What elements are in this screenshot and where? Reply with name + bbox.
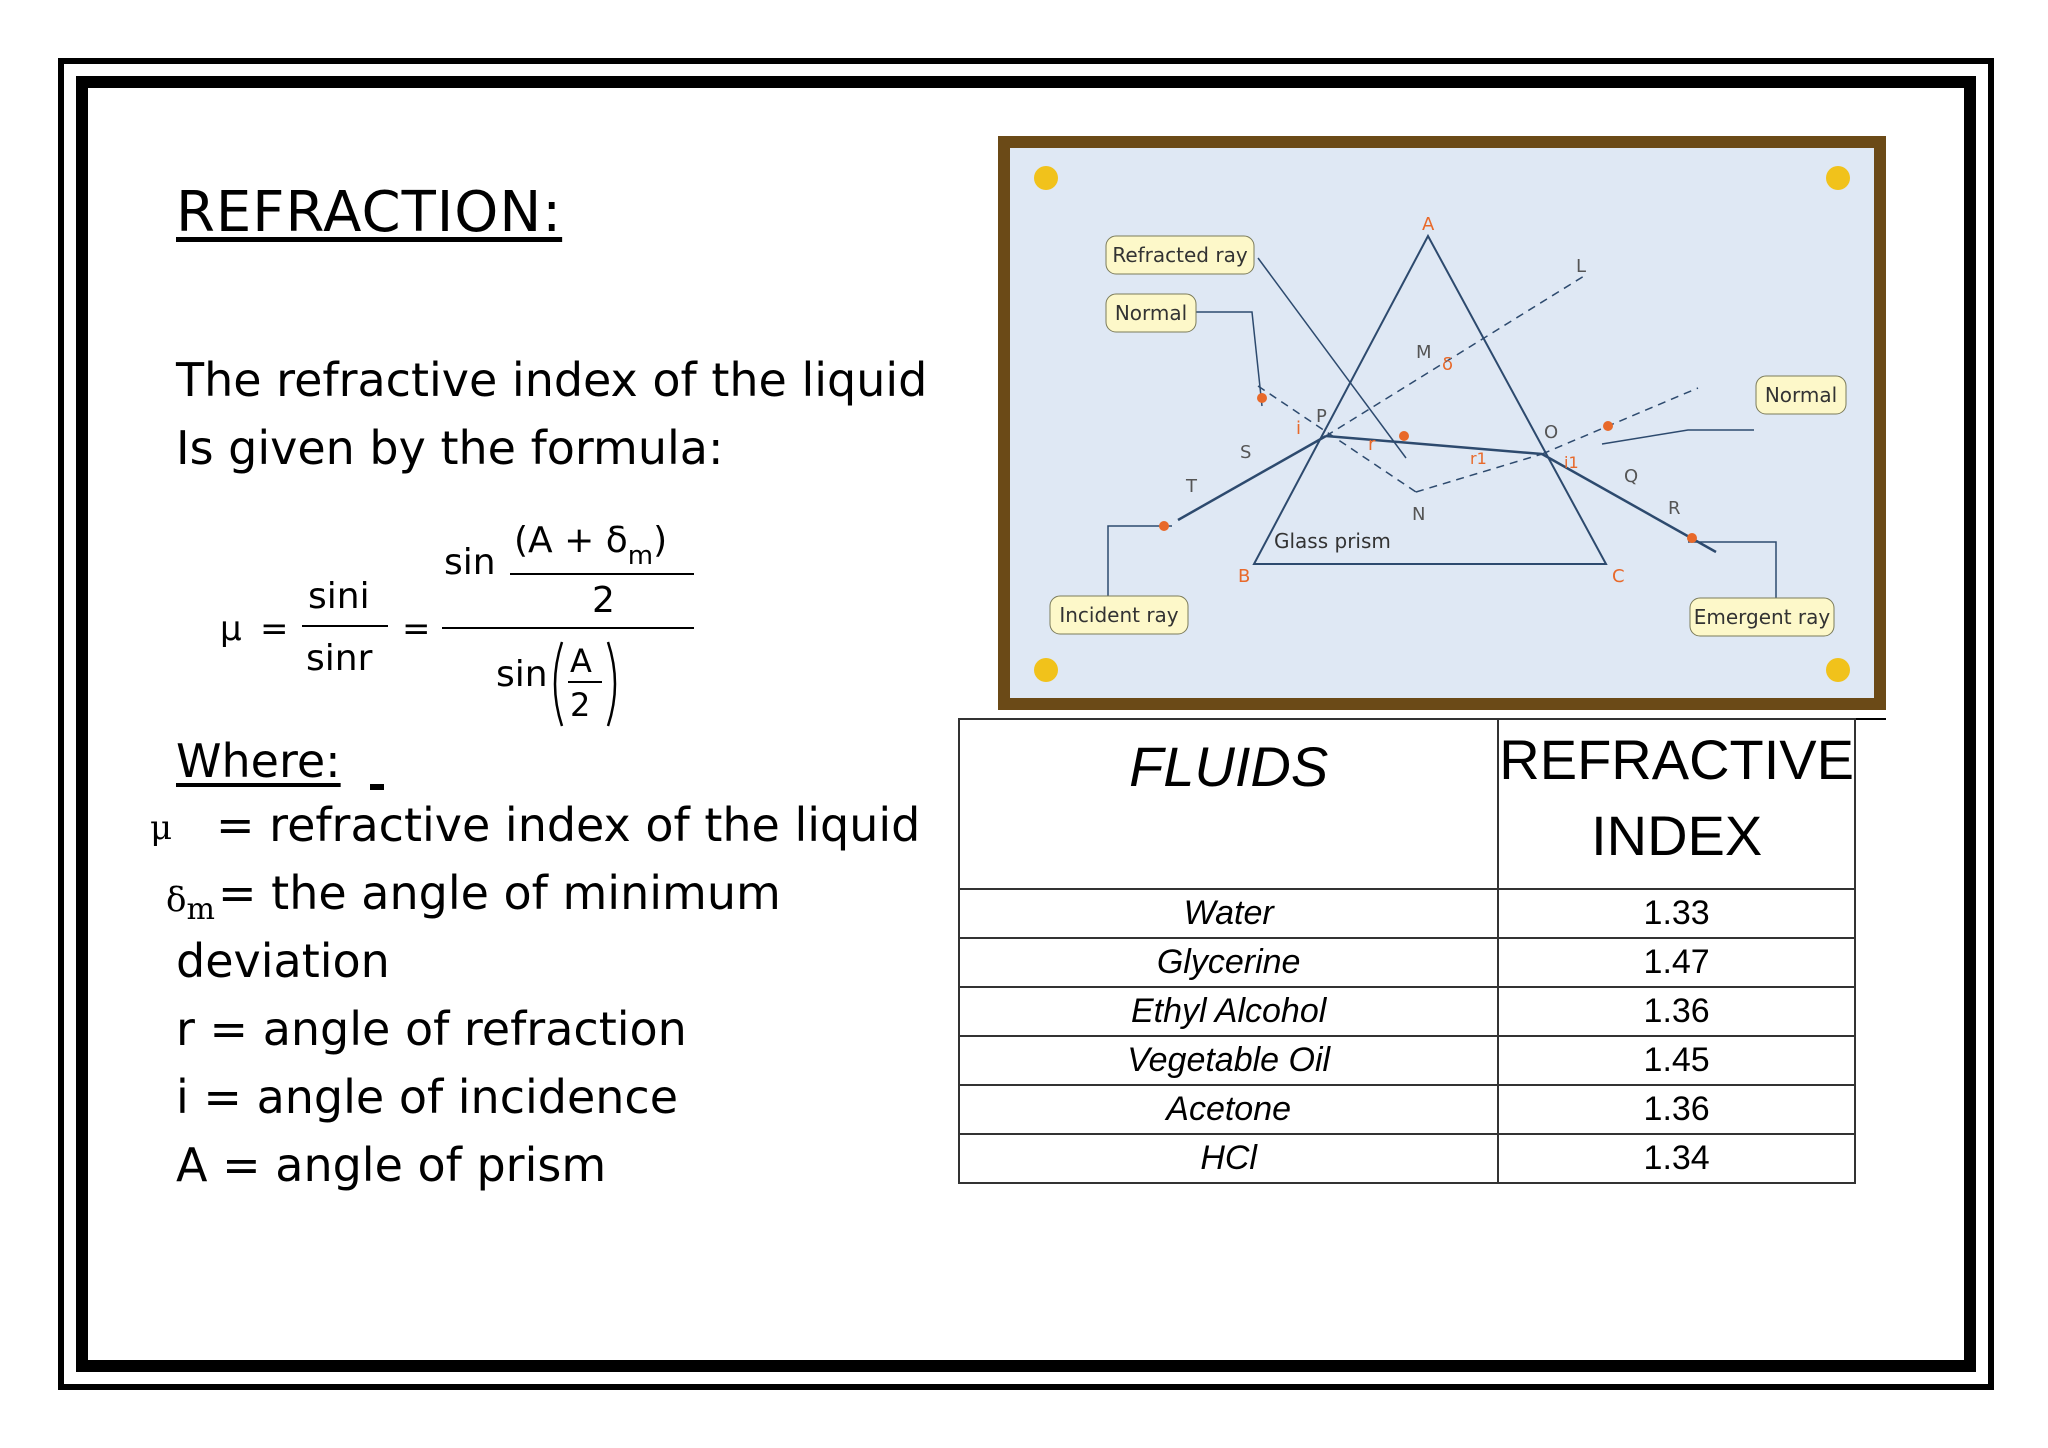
refractive-index-formula [210,510,710,740]
index-cell: 1.33 [1498,889,1855,938]
formula-two-top: 2 [592,580,615,621]
label-emergent-ray: Emergent ray [1693,605,1831,629]
formula-mu: μ [220,609,242,649]
table-header-row [959,719,1855,889]
label-glass-prism: Glass prism [1274,529,1391,553]
label-incident-ray: Incident ray [1059,603,1179,627]
header-refractive-index: REFRACTIVE INDEX [1498,719,1855,889]
fluid-cell: Vegetable Oil [959,1036,1498,1085]
definition-delta-cont: deviation [176,934,390,988]
page-title: REFRACTION: [176,180,563,245]
point-n: N [1412,504,1426,525]
pin-icon [1034,166,1058,190]
definition-delta: = the angle of minimum [218,866,781,920]
fluid-cell: Glycerine [959,938,1498,987]
ray-dot [1687,533,1697,543]
fluid-cell: Acetone [959,1085,1498,1134]
intro-line-1: The refractive index of the liquid [176,353,928,407]
prism-diagram [998,136,1886,710]
index-cell: 1.36 [1498,1085,1855,1134]
angle-delta: δ [1442,354,1454,375]
definition-a: A = angle of prism [176,1138,607,1192]
formula-equals-1: = [260,609,289,649]
formula-two-bottom: 2 [570,686,591,724]
ray-dot [1257,393,1267,403]
angle-r: r [1368,434,1376,455]
pin-icon [1826,658,1850,682]
header-fluids: FLUIDS [959,719,1498,889]
fluid-cell: HCl [959,1134,1498,1183]
point-c: C [1612,566,1625,587]
point-o: O [1544,422,1559,443]
label-refracted-ray: Refracted ray [1112,243,1248,267]
point-a: A [1422,214,1435,235]
ray-dot [1159,521,1169,531]
point-m: M [1416,342,1432,363]
angle-r1: r1 [1470,449,1487,468]
formula-right-paren [608,642,615,726]
index-cell: 1.45 [1498,1036,1855,1085]
intro-line-2: Is given by the formula: [176,421,724,475]
formula-equals-2: = [402,609,431,649]
pin-icon [1826,166,1850,190]
table-row [959,889,1855,938]
point-l: L [1576,256,1587,277]
fluid-cell: Ethyl Alcohol [959,987,1498,1036]
angle-i1: i1 [1564,453,1579,472]
formula-sinr: sinr [306,638,373,679]
point-q: Q [1624,466,1639,487]
table-row [959,1036,1855,1085]
ray-dot [1399,431,1409,441]
fluid-cell: Water [959,889,1498,938]
point-s: S [1240,442,1252,463]
intro-text [176,346,927,482]
refractive-index-table [958,718,1856,1184]
table-row [959,938,1855,987]
index-cell: 1.36 [1498,987,1855,1036]
angle-i: i [1296,418,1302,439]
point-p: P [1316,406,1327,427]
label-normal-left: Normal [1114,301,1188,325]
formula-left-paren [555,642,562,726]
point-t: T [1186,476,1197,497]
pin-icon [1034,658,1058,682]
delta-symbol: $\delta_m$ [166,880,215,927]
formula-numerator: $(A + \delta_m)$ [514,520,668,571]
where-mark [370,784,384,790]
ray-dot [1603,421,1613,431]
definition-mu: = refractive index of the liquid [216,798,921,852]
formula-sini: sini [308,576,370,617]
definition-r: r = angle of refraction [176,1002,687,1056]
mu-symbol: μ [150,808,173,848]
index-cell: 1.47 [1498,938,1855,987]
point-b: B [1238,566,1251,587]
where-heading: Where: [176,734,341,788]
index-cell: 1.34 [1498,1134,1855,1183]
table-row [959,1134,1855,1183]
table-row [959,987,1855,1036]
formula-a: A [570,642,592,680]
formula-sin-bottom: sin [496,654,548,695]
table-row [959,1085,1855,1134]
point-r: R [1668,498,1681,519]
label-normal-right: Normal [1764,383,1838,407]
formula-sin-top: sin [444,542,496,583]
definition-i: i = angle of incidence [176,1070,679,1124]
